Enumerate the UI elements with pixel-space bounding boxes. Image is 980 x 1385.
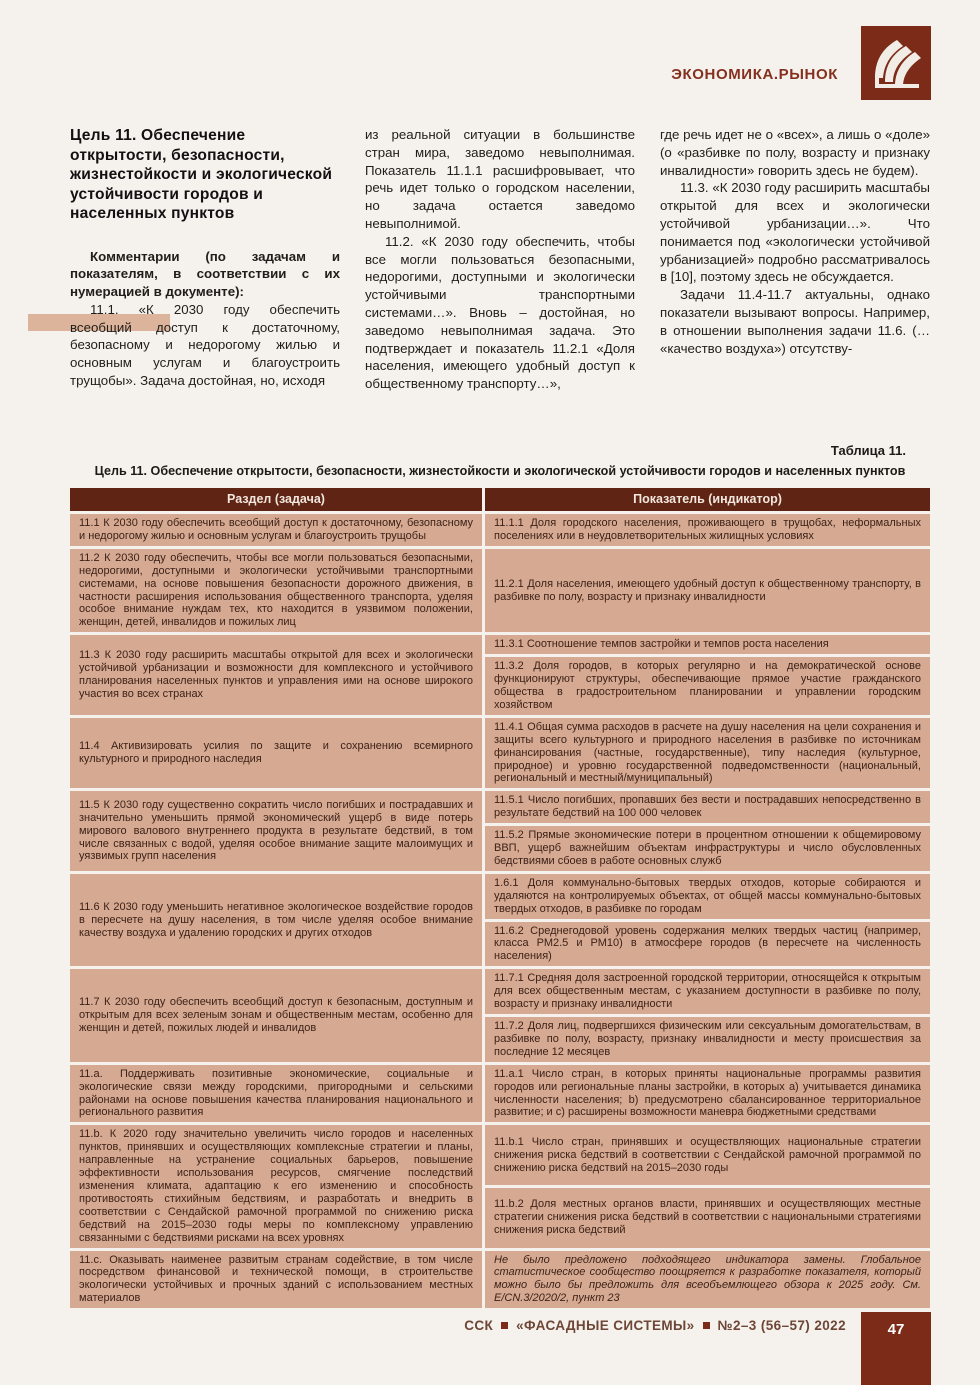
indicator-cell: 11.4.1 Общая сумма расходов в расчете на душу населения на цели сохранения и защиты всего культурного и природного населения в разбивке по источникам финансирования (частные, государственные), типу наследия (культурное, природное) и уровню государственной подведомственности (национальный, региональный и местный/муниципальный): [485, 718, 930, 789]
indicator-cell: 11.7.2 Доля лиц, подвергшихся физическим или сексуальным домогательствам, в разбивке по полу, возрасту, признаку инвалидности и месту происшествия за последние 12 месяцев: [485, 1017, 930, 1062]
paragraph: из реальной ситуации в большинстве стран мира, заведомо невыполнимая. Показатель 11.1.1 расшифровывает, что речь идет только о городском населении, но задача остается заведомо невыполнимой.: [365, 127, 635, 231]
table-label: Таблица 11.: [830, 443, 906, 458]
table-header-row: [70, 488, 930, 511]
indicator-cell-group: [485, 1125, 930, 1247]
indicator-cell-group: [485, 718, 930, 789]
table-row: [70, 549, 930, 632]
indicator-cell: Не было предложено подходящего индикатора замены. Глобальное статистическое сообщество поощряется к разработке показателя, который можно было бы предложить для всеобъемлющего обзора к 2025 году. См. Е/CN.3/2020/2, пункт 23: [485, 1251, 930, 1309]
paragraph: Комментарии (по задачам и показателям, в соответствии с их нумерацией в документе):: [70, 248, 340, 300]
article-column-1: [70, 126, 340, 444]
section-label: ЭКОНОМИКА.РЫНОК: [671, 66, 838, 83]
task-cell: 11.c. Оказывать наименее развитым странам содействие, в том числе посредством финансовой и технической помощи, в строительстве экологически устойчивых и прочных зданий с использованием местных материалов: [70, 1251, 482, 1309]
page-number-badge: [861, 1312, 931, 1385]
bullet-square-icon: [703, 1322, 710, 1329]
paragraph: Задачи 11.4-11.7 актуальны, однако показатели вызывают вопросы. Например, в отношении выполнения задачи 11.6. (… «качество воздуха») отсутству-: [660, 287, 930, 356]
table-row: [70, 1251, 930, 1309]
indicator-cell-group: [485, 1251, 930, 1309]
task-cell: 11.7 К 2030 году обеспечить всеобщий доступ к безопасным, доступным и открытым для всех зеленым зонам и общественным местам, особенно для женщин и детей, пожилых людей и инвалидов: [70, 969, 482, 1061]
article-column-3: [660, 126, 930, 444]
indicator-cell-group: [485, 514, 930, 546]
indicator-cell-group: [485, 874, 930, 966]
table-row: [70, 874, 930, 966]
table-row: [70, 969, 930, 1061]
indicator-cell: 11.5.1 Число погибших, пропавших без вести и пострадавших непосредственно в результате бедствий на 100 000 человек: [485, 791, 930, 823]
indicator-cell: 11.1.1 Доля городского населения, проживающего в трущобах, неформальных поселениях или в неудовлетворительных жилищных условиях: [485, 514, 930, 546]
paragraph: 11.3. «К 2030 году расширить масштабы открытой для всех и экологически устойчивой урбанизации…». Что понимается под «экологически устойчивой урбанизацией» подробно рассматривалось в [10], поэтому здесь не обсуждается.: [660, 180, 930, 285]
table-row: [70, 718, 930, 789]
table-row: [70, 1125, 930, 1247]
table-row: [70, 514, 930, 546]
indicator-cell: 11.a.1 Число стран, в которых приняты национальные программы развития городов или региональные планы застройки, в которых a) учитывается динамика численности населения; b) предусмотрено сбалансированное территориальное развитие; и c) расширены возможности маневра бюджетными средствами: [485, 1065, 930, 1123]
task-cell: 11.6 К 2030 году уменьшить негативное экологическое воздействие городов в пересчете на душу населения, в том числе уделяя особое внимание качеству воздуха и удалению городских и других отходов: [70, 874, 482, 966]
table-row: [70, 791, 930, 871]
task-cell: 11.4 Активизировать усилия по защите и сохранению всемирного культурного и природного наследия: [70, 718, 482, 789]
indicator-cell-group: [485, 969, 930, 1061]
column-header-indicator: Показатель (индикатор): [485, 488, 930, 511]
task-cell: 11.1 К 2030 году обеспечить всеобщий доступ к достаточному, безопасному и недорогому жилью и основным услугам и благоустроить трущобы: [70, 514, 482, 546]
task-cell: 11.a. Поддерживать позитивные экономические, социальные и экологические связи между городскими, пригородными и сельскими районами на основе повышения качества планирования национального и регионального развития: [70, 1065, 482, 1123]
task-cell: 11.b. К 2020 году значительно увеличить число городов и населенных пунктов, принявших и осуществляющих комплексные стратегии и планы, направленные на устранение социальных барьеров, повышение эффективности использования ресурсов, смягчение последствий изменения климата, адаптацию к его изменению и способность противостоять стихийным бедствиям, и разработать и внедрить в соответствии с Сендайской рамочной программой по снижению риска бедствий на 2015–2030 годы меры по комплексному управлению связанными с бедствиями рисками на всех уровнях: [70, 1125, 482, 1247]
indicator-cell-group: [485, 635, 930, 715]
brand-logo-icon: [861, 26, 931, 100]
indicator-cell: 11.b.1 Число стран, принявших и осуществляющих национальные стратегии снижения риска бедствий в соответствии с Сендайской рамочной программой по снижению риска бедствий на 2015–2030 годы: [485, 1125, 930, 1185]
bullet-square-icon: [501, 1322, 508, 1329]
footer-segment: №2–3 (56–57) 2022: [717, 1318, 846, 1333]
goal-table: [70, 488, 930, 1308]
indicator-cell: 11.2.1 Доля населения, имеющего удобный доступ к общественному транспорту, в разбивке по полу, возрасту и признаку инвалидности: [485, 549, 930, 632]
article-title: Цель 11. Обеспечение открытости, безопасности, жизнестойкости и экологической устойчивости городов и населенных пунктов: [70, 127, 333, 222]
indicator-cell: 11.6.2 Среднегодовой уровень содержания мелких твердых частиц (например, класса РМ2.5 и РМ10) в атмосфере городов (в пересчете на численность населения): [485, 922, 930, 967]
indicator-cell: 11.b.2 Доля местных органов власти, принявших и осуществляющих местные стратегии снижения риска бедствий в соответствии с национальными стратегиями снижения риска бедствий: [485, 1188, 930, 1248]
indicator-cell: 11.5.2 Прямые экономические потери в процентном отношении к общемировому ВВП, ущерб важнейшим объектам инфраструктуры и число обусловленных бедствиями сбоев в работе основных служб: [485, 826, 930, 871]
table-row: [70, 635, 930, 715]
task-cell: 11.2 К 2030 году обеспечить, чтобы все могли пользоваться безопасными, недорогими, доступными и экологически устойчивыми транспортными системами, на основе повышения безопасности дорожного движения, в частности расширения использования общественного транспорта, уделяя особое внимание нуждам тех, кто находится в уязвимом положении, женщин, детей, инвалидов и пожилых лиц: [70, 549, 482, 632]
indicator-cell: 11.3.1 Соотношение темпов застройки и темпов роста населения: [485, 635, 930, 654]
task-cell: 11.5 К 2030 году существенно сократить число погибших и пострадавших и значительно уменьшить прямой экономический ущерб в виде потерь мирового валового внутреннего продукта в результате бедствий, в том числе связанных с водой, уделяя особое внимание защите малоимущих и уязвимых групп населения: [70, 791, 482, 871]
table-row: [70, 1065, 930, 1123]
indicator-cell-group: [485, 1065, 930, 1123]
indicator-cell: 1.6.1 Доля коммунально-бытовых твердых отходов, которые собираются и удаляются на контролируемых объектах, от общей массы коммунально-бытовых твердых отходов, в разбивке по городам: [485, 874, 930, 919]
paragraph: 11.1. «К 2030 году обеспечить всеобщий доступ к достаточному, безопасному и недорогому жилью и основным услугам и благоустроить трущобы». Задача достойная, но, исходя: [70, 301, 340, 389]
article-body: [70, 126, 930, 444]
indicator-cell-group: [485, 791, 930, 871]
paragraph: 11.2. «К 2030 году обеспечить, чтобы все могли пользоваться безопасными, недорогими, доступными и экологически устойчивыми транспортными системами…». Вновь – достойная, но заведомо невыполнимая задача. Это подтверждает и показатель 11.2.1 «Доля населения, имеющего удобный доступ к общественному транспорту…»,: [365, 233, 635, 392]
table-body: [70, 514, 930, 1308]
indicator-cell: 11.3.2 Доля городов, в которых регулярно и на демократической основе функционируют структуры, обеспечивающие прямое участие гражданского общества в градостроительном планировании и управлении городским хозяйством: [485, 657, 930, 715]
table-caption: Цель 11. Обеспечение открытости, безопасности, жизнестойкости и экологической устойчивости городов и населенных пунктов: [94, 464, 906, 478]
task-cell: 11.3 К 2030 году расширить масштабы открытой для всех и экологически устойчивой урбанизации и возможности для комплексного и устойчивого планирования населенных пунктов и управления ими на основе широкого участия во всех странах: [70, 635, 482, 715]
indicator-cell: 11.7.1 Средняя доля застроенной городской территории, относящейся к открытым для всех общественным местам, с указанием доступности в разбивке по полу, возрасту и признаку инвалидности: [485, 969, 930, 1014]
footer-credit: [464, 1318, 846, 1333]
column-header-task: Раздел (задача): [70, 488, 482, 511]
footer-segment: «ФАСАДНЫЕ СИСТЕМЫ»: [516, 1318, 695, 1333]
page-number: 47: [887, 1321, 905, 1338]
article-column-2: [365, 126, 635, 444]
indicator-cell-group: [485, 549, 930, 632]
footer-segment: ССК: [464, 1318, 494, 1333]
paragraph: где речь идет не о «всех», а лишь о «доле» (о «разбивке по полу, возрасту и признаку инвалидности» говорить здесь не будем).: [660, 127, 930, 178]
